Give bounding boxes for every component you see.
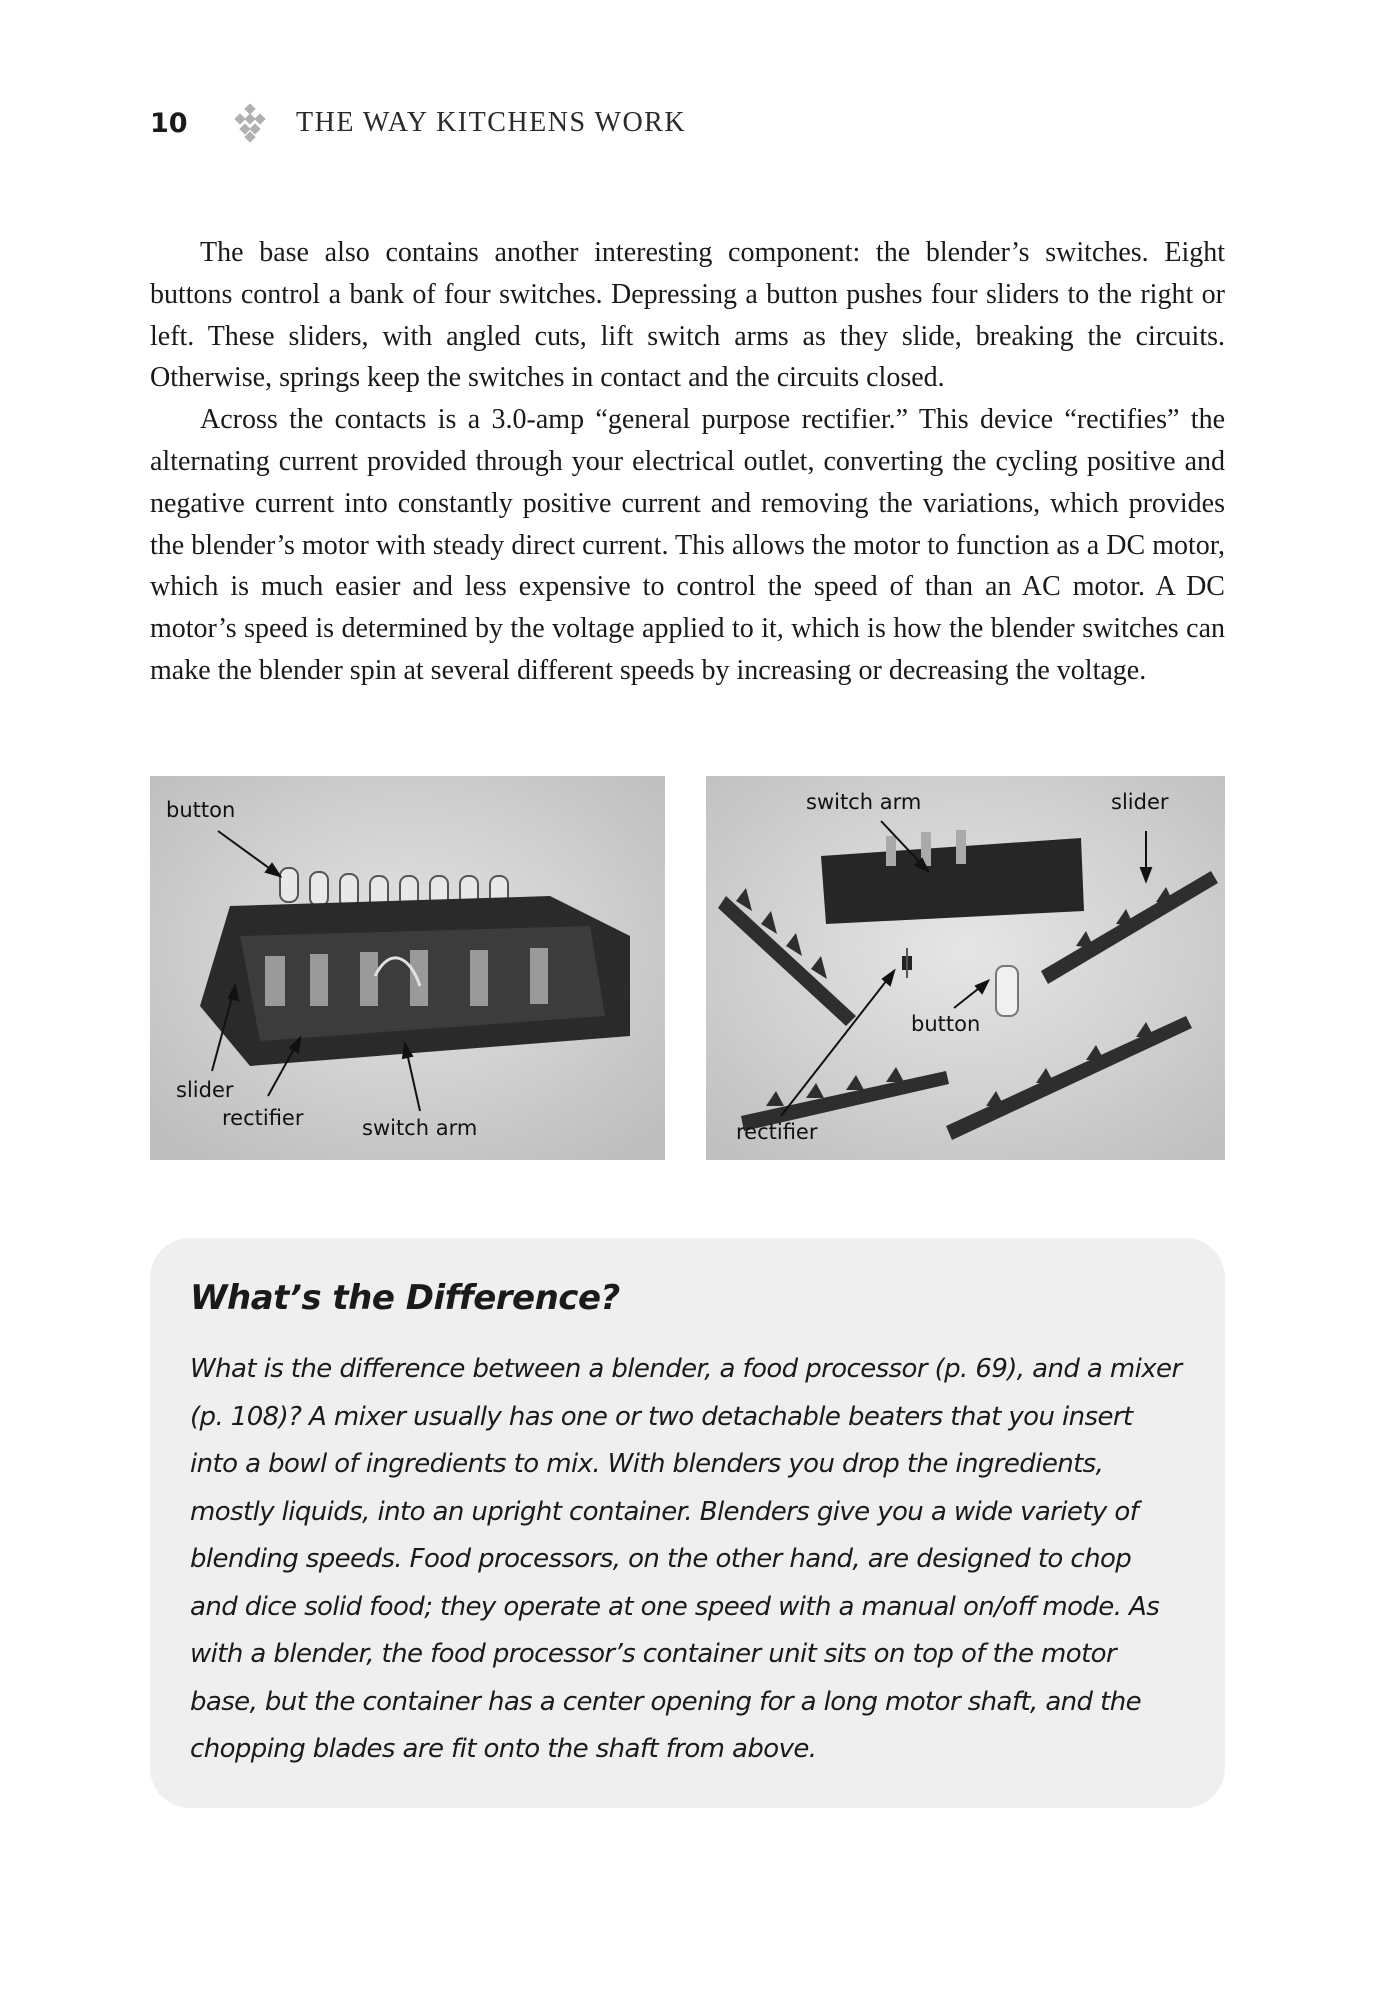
diamond-cluster-icon — [230, 103, 270, 143]
paragraph: The base also contains another interesting component: the blender’s switches. Eight buttons control a bank of four switches. Depressing a button pushes four sliders to the right or left. These sliders, with angled cuts, lift switch arms as they slide, breaking the circuits. Otherwise, springs keep the switches in contact and the circuits closed. — [150, 237, 1225, 394]
figure-switch-bank — [150, 776, 665, 1160]
label-slider: slider — [1111, 790, 1169, 814]
body-text — [150, 232, 1225, 692]
label-rectifier: rectifier — [736, 1120, 818, 1144]
running-title: THE WAY KITCHENS WORK — [296, 107, 687, 138]
label-switch-arm: switch arm — [806, 790, 922, 814]
sidebar-text: What is the difference between a blender, a food processor (p. 69), and a mixer (p. 108)? A mixer usually has one or two detachable beaters that you insert into a bowl of ingredients to mix. With blenders you drop the ingredients, mostly liquids, into an upright container. Blenders give you a wide variety of blending speeds. Food processors, on the other hand, are designed to chop and dice solid food; they operate at one speed with a manual on/off mode. As with a blender, the food processor’s container unit sits on top of the motor base, but the container has a center opening for a long motor shaft, and the chopping blades are fit onto the shaft from above. — [190, 1354, 1182, 1764]
label-rectifier: rectifier — [222, 1106, 304, 1130]
sidebar-box — [150, 1238, 1225, 1808]
label-slider: slider — [176, 1078, 234, 1102]
label-button: button — [911, 1012, 981, 1036]
paragraph: Across the contacts is a 3.0-amp “general purpose rectifier.” This device “rectifies” the alternating current provided through your electrical outlet, converting the cycling positive and negative current into constantly positive current and removing the variations, which provides the blender’s motor with steady direct current. This allows the motor to function as a DC motor, which is much easier and less expensive to control the speed of than an AC motor. A DC motor’s speed is determined by the voltage applied to it, which is how the blender switches can make the blender spin at several different speeds by increasing or decreasing the voltage. — [150, 404, 1225, 686]
figure-disassembled-parts — [706, 776, 1225, 1160]
running-header — [150, 103, 686, 143]
page-number: 10 — [150, 107, 188, 139]
sidebar-title: What’s the Difference? — [190, 1278, 620, 1318]
label-switch-arm: switch arm — [362, 1116, 478, 1140]
switch-bank-illustration — [150, 776, 665, 1160]
label-button: button — [166, 798, 236, 822]
disassembled-parts-illustration — [706, 776, 1225, 1160]
